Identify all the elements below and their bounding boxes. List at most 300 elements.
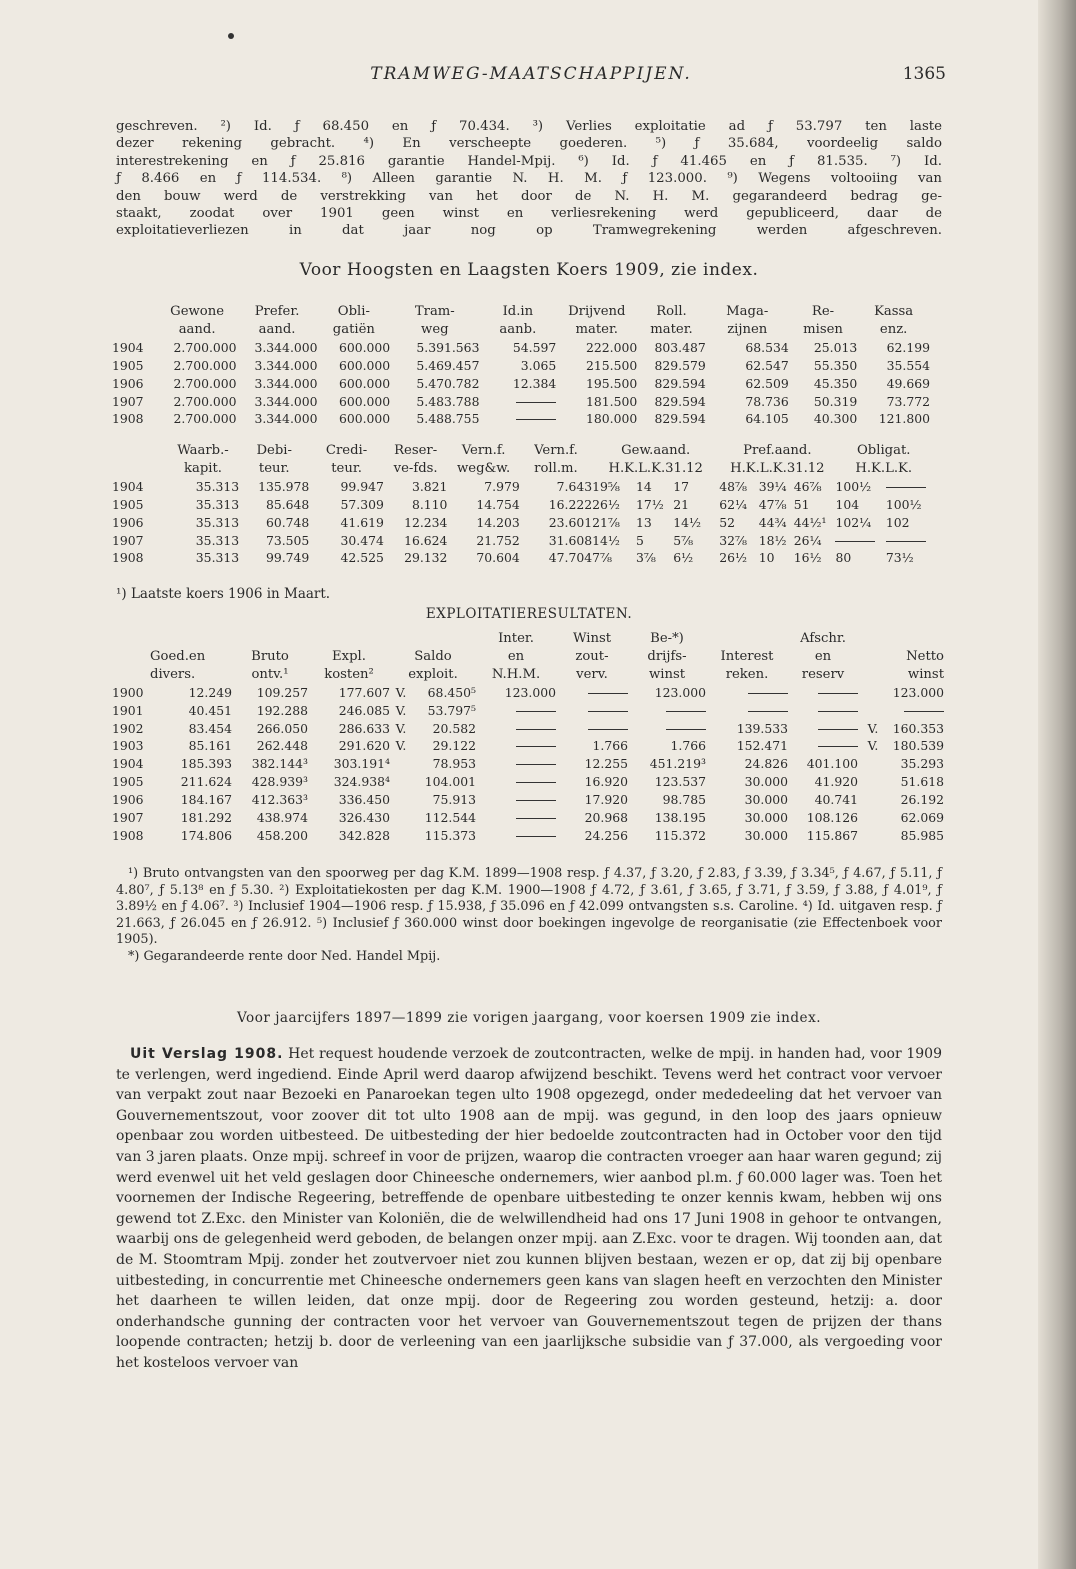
column-header: Bruto (251, 648, 289, 664)
column-header: weg&w. (457, 460, 511, 476)
table-cell: 104.001 (424, 774, 476, 790)
table-cell: 2.700.000 (173, 339, 237, 355)
table-cell: 123.000 (892, 684, 944, 700)
table-cell: 13 (635, 514, 652, 530)
table-cell: 412.363³ (251, 792, 308, 808)
table-cell: V. (395, 684, 407, 700)
table-cell (476, 773, 556, 791)
table-cell: 600.000 (338, 357, 391, 373)
column-header (390, 630, 476, 648)
column-header (232, 630, 308, 648)
table-cell: 21⅞ (592, 514, 620, 530)
header-title: TRAMWEG-MAATSCHAPPIJEN. (370, 64, 692, 84)
table-cell: 46⅞ (793, 478, 822, 494)
column-header: mater. (650, 321, 693, 337)
table-cell (835, 532, 885, 550)
table-cell: 829.579 (654, 357, 706, 373)
dash-mark (516, 764, 556, 765)
table-cell: 12.255 (584, 756, 628, 772)
table-row (112, 532, 932, 550)
column-header: Credi- (325, 443, 368, 458)
table-cell: 44¾ (758, 514, 787, 530)
table-cell: 20.582 (432, 720, 476, 736)
table-cell: 428.939³ (251, 774, 308, 790)
table-cell: 50.319 (813, 393, 858, 409)
column-header: en (814, 648, 832, 664)
dash-mark (588, 729, 628, 730)
table-cell: 49.669 (886, 375, 930, 391)
table-cell: 14½ (592, 532, 620, 548)
row-year: 1908 (112, 827, 144, 843)
table-row (112, 357, 930, 375)
table-row (112, 827, 944, 845)
row-year: 1904 (112, 339, 144, 355)
table-cell: 14½ (673, 514, 701, 530)
column-header: weg (421, 321, 449, 337)
column-header: Interest (720, 648, 774, 664)
table-cell: 31.608 (548, 532, 593, 548)
table-cell: 12.249 (188, 684, 232, 700)
column-header: H.K.L.K.31.12 (608, 460, 703, 476)
table-cell: 29.122 (432, 738, 476, 754)
table-cell: 85.648 (265, 496, 310, 512)
row-year: 1907 (112, 810, 144, 826)
table-cell: 177.607 (338, 684, 390, 700)
row-year: 1904 (112, 478, 144, 494)
table-cell: 108.126 (806, 810, 858, 826)
table-cell: 1.766 (670, 738, 706, 754)
table-cell: 47⅞ (758, 496, 787, 512)
table-cell (886, 532, 932, 550)
table-cell: 10 (758, 550, 775, 566)
table-cell: 16½ (793, 550, 822, 566)
table-cell (858, 702, 888, 720)
table-cell: 123.000 (504, 684, 556, 700)
table-cell: 78.736 (745, 393, 789, 409)
table-cell: 62.509 (745, 375, 789, 391)
column-header: zout- (575, 648, 609, 664)
table-cell (476, 755, 556, 773)
column-header: misen (803, 321, 843, 337)
table-row (112, 410, 930, 428)
table-cell (788, 720, 858, 738)
column-header: Vern.f. (461, 443, 506, 458)
table-cell: 35.313 (195, 478, 240, 494)
table-cell: 18½ (758, 532, 787, 548)
table-cell (476, 791, 556, 809)
table-cell (858, 827, 888, 845)
table-cell: 62¼ (719, 496, 748, 512)
table-cell: 2.700.000 (173, 357, 237, 373)
table-cell (556, 684, 628, 702)
table-cell: 51.618 (900, 774, 944, 790)
row-year: 1906 (112, 792, 144, 808)
balance-table (112, 303, 930, 428)
column-header: Debi- (256, 443, 292, 458)
intro-line: den bouw werd de verstrekking van het door de N. H. M. gegarandeerd bedrag ge- (116, 188, 942, 204)
table-cell: 53.797⁵ (427, 702, 476, 718)
page-number: 1365 (902, 64, 946, 84)
row-year: 1900 (112, 684, 144, 700)
column-header: Obli- (337, 304, 370, 319)
column-header: Be-*) (650, 631, 684, 646)
table-cell: 26½ (719, 550, 748, 566)
table-cell: 80 (835, 550, 852, 566)
column-header: H.K.L.K.31.12 (730, 460, 825, 476)
verslag-paragraph (116, 1044, 942, 1374)
table-cell: 51 (793, 496, 810, 512)
column-header: roll.m. (534, 460, 578, 476)
column-header: Drijvend (568, 304, 626, 319)
dash-mark (904, 711, 944, 712)
column-header (112, 630, 232, 648)
table-row (112, 702, 944, 720)
table-cell: 181.292 (180, 810, 232, 826)
column-header: kapit. (183, 460, 222, 476)
table-cell (706, 684, 788, 702)
table-cell: 40.451 (188, 702, 232, 718)
column-header: gatiën (332, 321, 375, 337)
table-cell: 35.293 (900, 756, 944, 772)
table-cell: 26.192 (900, 792, 944, 808)
table-cell (788, 737, 858, 755)
column-header: Pref.aand. (743, 443, 812, 458)
table-cell (628, 720, 706, 738)
table-cell: 20.968 (584, 810, 628, 826)
table-cell: 23.601 (548, 514, 593, 530)
table-cell: 73½ (885, 550, 914, 566)
footnote-main: ¹) Bruto ontvangsten van den spoorweg per dag K.M. 1899—1908 resp. ƒ 4.37, ƒ 3.20, ƒ 2.83, ƒ 3.39, ƒ 3.34⁵, ƒ 4.67, ƒ 5.11, ƒ 4.80⁷, ƒ 5.13⁸ en ƒ 5.30. ²) Exploitatiekosten per dag K.M. 1900—1908 ƒ 4.72, ƒ 3.61, ƒ 3.65, ƒ 3.71, ƒ 3.59, ƒ 3.88, ƒ 4.01⁹, ƒ 3.89½ en ƒ 4.06⁷. ³) Inclusief 1904—1906 resp. ƒ 15.938, ƒ 35.096 en ƒ 42.099 ontvangsten s.s. Caroline. ⁴) Id. uitgaven resp. ƒ 21.663, ƒ 26.045 en ƒ 26.912. ⁵) Inclusief ƒ 360.000 winst door boekingen ingevolge de reorganisatie (zie Effectenboek voor 1905). (116, 866, 942, 948)
table-cell: 458.200 (256, 827, 308, 843)
table-cell: 181.500 (585, 393, 638, 409)
table-cell: 44½¹ (793, 514, 827, 530)
table-row (112, 393, 930, 411)
table-cell: 185.393 (180, 756, 232, 772)
table-cell: 73.505 (265, 532, 310, 548)
table-cell: 16.920 (584, 774, 628, 790)
row-year: 1902 (112, 720, 144, 736)
dash-mark (666, 729, 706, 730)
dash-mark (666, 711, 706, 712)
table-cell (479, 410, 556, 428)
column-header: Roll. (656, 304, 687, 319)
table-cell: 29.132 (404, 550, 448, 566)
table-cell: 829.594 (654, 411, 706, 427)
column-header: drijfs- (647, 648, 687, 664)
table-cell: 135.978 (258, 478, 310, 494)
table-cell: 62.069 (900, 810, 944, 826)
table-cell: 78.953 (432, 756, 476, 772)
table-cell: 266.050 (256, 720, 308, 736)
column-header: Prefer. (254, 304, 300, 319)
column-header: aanb. (499, 321, 537, 337)
dash-mark (886, 541, 926, 542)
dash-mark (748, 711, 788, 712)
table-cell: 336.450 (338, 792, 390, 808)
table-cell: 211.624 (180, 774, 232, 790)
table-cell: 30.000 (744, 792, 788, 808)
column-header: Reser- (394, 443, 438, 458)
table-cell (556, 702, 628, 720)
table-cell: 21 (673, 496, 689, 512)
table-cell: 192.288 (256, 702, 308, 718)
column-header: teur. (258, 460, 290, 476)
intro-line: interestrekening en ƒ 25.816 garantie Handel-Mpij. ⁶) Id. ƒ 41.465 en ƒ 81.535. ⁷) Id. (116, 153, 942, 169)
table-cell: 262.448 (256, 738, 308, 754)
table-cell: 7.643 (556, 478, 593, 494)
table-row (112, 720, 944, 738)
column-header: Netto (906, 648, 944, 664)
table-cell: 83.454 (188, 720, 232, 736)
table-cell: 17.920 (584, 792, 628, 808)
table-cell: 40.300 (813, 411, 858, 427)
table-cell: 326.430 (338, 810, 390, 826)
table-cell: 115.373 (424, 827, 476, 843)
table-cell: 14 (635, 478, 652, 494)
column-header: winst (907, 666, 944, 682)
table-cell (888, 702, 944, 720)
table-cell: 342.828 (338, 827, 390, 843)
table-cell: 48⅞ (719, 478, 748, 494)
table-cell: 35.313 (195, 532, 240, 548)
table-row (112, 737, 944, 755)
table-cell: 100½ (835, 478, 872, 494)
table-cell (476, 737, 556, 755)
table-cell: 30.474 (340, 532, 384, 548)
row-year: 1904 (112, 756, 144, 772)
table-cell (479, 393, 556, 411)
intro-text (116, 118, 942, 240)
dash-mark (748, 693, 788, 694)
column-header: Inter. (498, 631, 534, 646)
table-cell (788, 702, 858, 720)
footnote-guarantee: *) Gegarandeerde rente door Ned. Handel Mpij. (128, 948, 441, 964)
column-header: exploit. (408, 666, 458, 682)
table-cell: 99.749 (265, 550, 310, 566)
table-cell: 382.144³ (251, 756, 308, 772)
row-year: 1907 (112, 393, 144, 409)
table-cell: 6½ (673, 550, 694, 566)
dash-mark (818, 711, 858, 712)
column-header: reken. (725, 666, 769, 682)
table-cell (476, 827, 556, 845)
column-header: teur. (331, 460, 362, 476)
dash-mark (835, 541, 875, 542)
column-header: N.H.M. (491, 666, 541, 682)
column-header: aand. (178, 321, 216, 337)
dash-mark (818, 693, 858, 694)
table-cell: 5.391.563 (416, 339, 480, 355)
table-cell: 47.704 (548, 550, 593, 566)
table-cell: 3.344.000 (254, 339, 318, 355)
footnotes (116, 866, 942, 966)
dash-mark (516, 818, 556, 819)
intro-line: ƒ 8.466 en ƒ 114.534. ⁸) Alleen garantie N. H. M. ƒ 123.000. ⁹) Wegens voltooiing van (116, 171, 942, 187)
table-cell: 2.700.000 (173, 393, 237, 409)
column-header: Kassa (874, 304, 914, 319)
table-cell: 104 (835, 496, 860, 512)
column-header: Id.in (502, 304, 534, 319)
table-cell: 215.500 (585, 357, 638, 373)
table-row (112, 339, 930, 357)
row-year: 1908 (112, 550, 144, 566)
table-cell: 35.313 (195, 496, 240, 512)
table-cell: 180.539 (892, 738, 944, 754)
table-cell: 324.938⁴ (333, 774, 390, 790)
table-cell: 5⅞ (673, 532, 694, 548)
column-header: Re- (811, 304, 835, 319)
verslag-lead: Uit Verslag 1908. (130, 1046, 284, 1062)
column-header: Winst (572, 631, 612, 646)
table-cell: 39¼ (758, 478, 787, 494)
table-cell: 12.234 (404, 514, 448, 530)
table-cell: 303.191⁴ (333, 756, 390, 772)
table-cell: 30.000 (744, 774, 788, 790)
dash-mark (516, 746, 556, 747)
table-cell: 600.000 (338, 375, 391, 391)
table-cell: 8.110 (411, 496, 448, 512)
column-header: Gewone (170, 304, 225, 319)
table-cell: 99.947 (340, 478, 384, 494)
row-year: 1903 (112, 738, 144, 754)
table-cell: 139.533 (736, 720, 788, 736)
table-row (112, 791, 944, 809)
column-header: reserv (801, 666, 845, 682)
column-header: Tram- (414, 304, 455, 319)
table-cell (556, 720, 628, 738)
table-cell (858, 773, 888, 791)
table-cell: 68.534 (745, 339, 789, 355)
table-cell: 121.800 (878, 411, 930, 427)
table-cell: 42.525 (340, 550, 384, 566)
column-header: en (507, 648, 525, 664)
table-cell (476, 720, 556, 738)
column-header: zijnen (727, 321, 768, 337)
expl-heading: EXPLOITATIERESULTATEN. (425, 606, 633, 622)
column-header (858, 630, 944, 648)
table-cell: 68.450⁵ (427, 684, 476, 700)
table-cell (390, 773, 412, 791)
running-header (116, 64, 946, 90)
jaarcijfers-line: Voor jaarcijfers 1897—1899 zie vorigen jaargang, voor koersen 1909 zie index. (236, 1010, 822, 1026)
verslag-body: Het request houdende verzoek de zoutcontracten, welke de mpij. in handen had, voor 1909 te verlengen, werd ingediend. Einde April werd daarop afwijzend beschikt. Tevens werd het contract voor vervoer van verpakt zout naar Bezoeki en Panaroekan tegen ulto 1908 opgezegd, onder mededeeling dat het vervoer van Gouvernementszout, voor zoover dit tot ulto 1908 aan de mpij. was gegund, in den loop des jaars opnieuw openbaar zou worden uitbesteed. De uitbesteding der hier bedoelde zoutcontracten had in October voor den tijd van 3 jaren plaats. Onze mpij. schreef in voor de prijzen, waarop die contracten vroeger aan haar waren gegund; zij werd evenwel uit het veld geslagen door Chineesche ondernemers, wier aanbod pl.m. ƒ 60.000 lager was. Toen het voornemen der Indische Regeering, betreffende de openbare uitbesteding te onzer kennis kwam, hebben wij ons gewend tot Z.Exc. den Minister van Koloniën, die de welwillendheid had ons 17 Juni 1908 in gehoor te ontvangen, waarbij ons de gelegenheid werd geboden, de belangen onzer mpij. aan Z.Exc. voor te dragen. Wij toonden aan, dat de M. Stoomtram Mpij. zonder het zoutvervoer niet zou kunnen blijven bestaan, wezen er op, dat zij bij openbare uitbesteding, in concurrentie met Chineesche ondernemers geen kans van slagen heeft en verzochten den Minister het daarheen te willen leiden, dat onze mpij. door de Regeering zou worden gesteund, hetzij: a. door onderhandsche gunning der contracten voor het vervoer van Gouvernementszout tegen de prijzen der thans loopende contracten; hetzij b. door de verleening van een jaarlijksche subsidie van ƒ 37.000, als vergoeding voor het kosteloos vervoer van (116, 1046, 942, 1371)
table-cell: 64.105 (745, 411, 789, 427)
table-cell: 222.000 (585, 339, 638, 355)
table-cell: 451.219³ (649, 756, 706, 772)
table-cell: 30.000 (744, 810, 788, 826)
exploitatie-table (112, 630, 944, 845)
table-cell: 41.920 (814, 774, 858, 790)
table-cell: 24.826 (744, 756, 788, 772)
koers-note: ¹) Laatste koers 1906 in Maart. (116, 586, 331, 602)
column-header: Expl. (332, 648, 366, 664)
table-row (112, 514, 932, 532)
column-header: H.K.L.K. (855, 460, 913, 476)
column-header: Waarb.- (177, 443, 229, 458)
dash-mark (516, 419, 556, 420)
table-cell (886, 478, 932, 496)
table-cell (858, 791, 888, 809)
book-gutter (1038, 0, 1076, 1569)
table-cell: 123.000 (654, 684, 706, 700)
table-cell: 3.344.000 (254, 375, 318, 391)
table-cell: 52 (719, 514, 736, 530)
table-row (112, 478, 932, 496)
koers-heading: Voor Hoogsten en Laagsten Koers 1909, zie index. (299, 260, 759, 280)
table-cell: V. (395, 738, 407, 754)
table-cell: V. (395, 702, 407, 718)
table-cell: 35.313 (195, 550, 240, 566)
table-row (112, 375, 930, 393)
column-header: mater. (575, 321, 619, 337)
intro-line: geschreven. ²) Id. ƒ 68.450 en ƒ 70.434. ³) Verlies exploitatie ad ƒ 53.797 ten laste (116, 119, 942, 134)
table-cell (390, 809, 412, 827)
table-cell (706, 702, 788, 720)
table-cell (788, 684, 858, 702)
table-cell: V. (867, 720, 879, 736)
column-header: Afschr. (800, 631, 846, 646)
dash-mark (818, 729, 858, 730)
table-cell: 291.620 (338, 738, 390, 754)
table-cell: 438.974 (256, 810, 308, 826)
table-cell: 2.700.000 (173, 375, 237, 391)
table-cell: 57.309 (340, 496, 384, 512)
dash-mark (886, 487, 926, 488)
row-year: 1906 (112, 514, 144, 530)
table-cell: V. (395, 720, 407, 736)
table-cell: 85.161 (188, 738, 232, 754)
table-row (112, 809, 944, 827)
row-year: 1908 (112, 411, 144, 427)
table-cell: 17 (673, 478, 689, 494)
column-header (308, 630, 390, 648)
table-cell: 600.000 (338, 411, 391, 427)
table-cell: 160.353 (892, 720, 944, 736)
table-cell: 3.821 (411, 478, 448, 494)
table-cell: 829.594 (654, 393, 706, 409)
dash-mark (516, 836, 556, 837)
table-cell: 286.633 (338, 720, 390, 736)
table-cell: 55.350 (813, 357, 858, 373)
table-row (112, 773, 944, 791)
table-cell (628, 702, 706, 720)
table-cell (476, 702, 556, 720)
table-cell: 5.470.782 (416, 375, 480, 391)
table-cell: 54.597 (512, 339, 557, 355)
table-cell: 102 (885, 514, 910, 530)
column-header: Saldo (414, 648, 452, 664)
table-cell: 30.000 (744, 827, 788, 843)
table-cell: 600.000 (338, 393, 391, 409)
table-cell: 17½ (635, 496, 664, 512)
verslag-section (116, 1044, 942, 1374)
column-header: aand. (258, 321, 296, 337)
table-cell (390, 791, 412, 809)
intro-line: dezer rekening gebracht. ⁴) En verscheepte goederen. ⁵) ƒ 35.684, voordeelig saldo (116, 136, 942, 152)
table-cell: 85.985 (900, 827, 944, 843)
table-cell: 60.748 (265, 514, 310, 530)
table-cell: 109.257 (256, 684, 308, 700)
table-cell: 100½ (885, 496, 922, 512)
table-cell (390, 755, 412, 773)
column-header: kosten² (324, 666, 374, 682)
table-cell: 62.547 (745, 357, 789, 373)
table-cell: 174.806 (180, 827, 232, 843)
table-cell: 3⅞ (635, 550, 656, 566)
table-cell (476, 809, 556, 827)
table-cell: 14.754 (476, 496, 520, 512)
intro-line: exploitatieverliezen in dat jaar nog op Tramwegrekening werden afgeschreven. (116, 223, 942, 239)
